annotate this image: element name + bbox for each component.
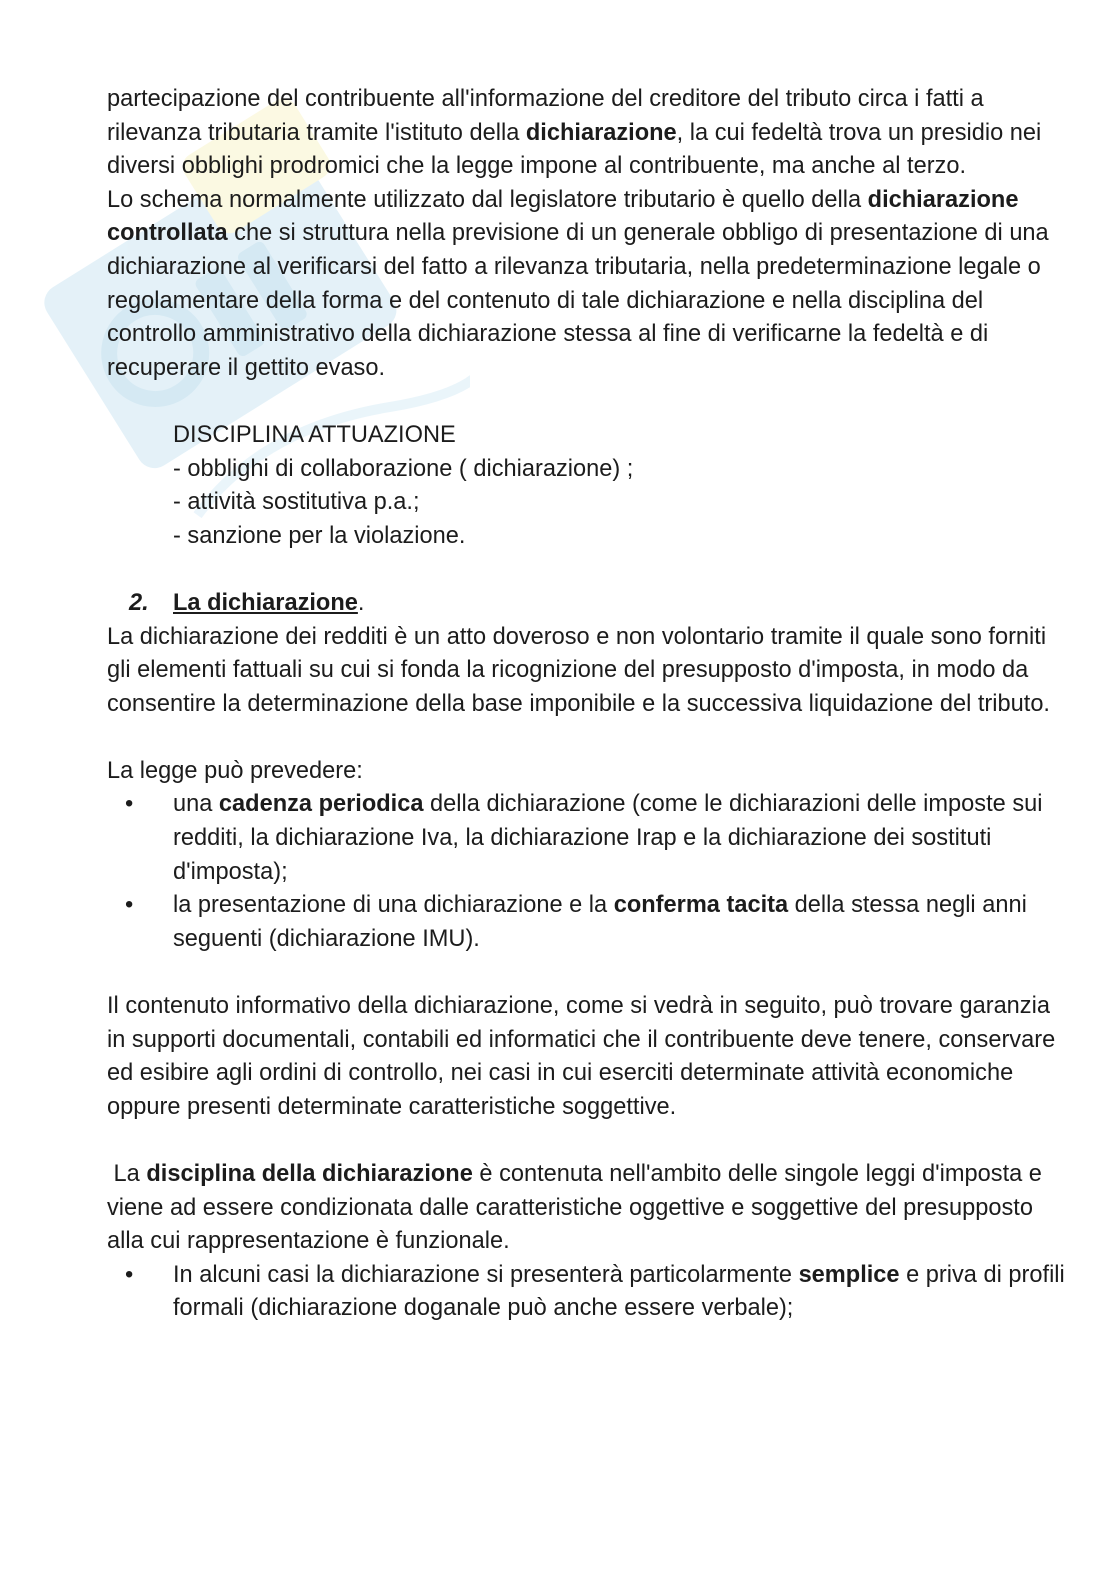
casi-bullet-list: [107, 1259, 1067, 1326]
section-title-suffix: .: [357, 589, 365, 616]
paragraph-partecipazione: [107, 83, 1067, 184]
document-page: [107, 83, 1067, 1326]
bold-term-dichiarazione: dichiarazione: [525, 119, 677, 146]
bold-term: cadenza periodica: [218, 791, 424, 818]
text-run: La: [107, 1161, 147, 1187]
text-run: della stessa negli anni seguenti (dichiarazione IMU).: [173, 892, 1027, 952]
bullet-icon: •: [125, 892, 134, 919]
text-run: che si struttura nella previsione di un generale obbligo di presentazione di una dichiarazione al verificarsi del fatto a rilevanza tributaria, nella predeterminazione legale o regolamentare della forma e del contenuto di tale dichiarazione e nella disciplina del controllo amministrativo della dichiarazione stessa al fine di verificarne la fedeltà e di recuperare il gettito evaso.: [107, 220, 1049, 381]
text-run: partecipazione del contribuente all'informazione del creditore del tributo circa i fatti a rilevanza tributaria tramite l'istituto della: [107, 86, 984, 146]
text-run: In alcuni casi la dichiarazione si presenterà particolarmente: [173, 1261, 799, 1288]
text-run: e priva di profili formali (dichiarazione doganale può anche essere verbale);: [173, 1261, 1065, 1322]
list-item: [107, 889, 1067, 956]
disciplina-item: - sanzione per la violazione.: [173, 522, 466, 549]
disciplina-item: - obblighi di collaborazione ( dichiarazione) ;: [173, 455, 634, 482]
text-run: è contenuta nell'ambito delle singole leggi d'imposta e viene ad essere condizionata dalle caratteristiche oggettive e soggettive del presupposto alla cui rappresentazione è funzionale.: [107, 1161, 1042, 1255]
bold-term: conferma tacita: [613, 892, 789, 919]
bullet-icon: •: [125, 1261, 134, 1288]
disciplina-block: [107, 419, 1067, 553]
text-run: della dichiarazione (come le dichiarazioni delle imposte sui redditi, la dichiarazione Iva, la dichiarazione Irap e la dichiarazione dei sostituti d'imposta);: [173, 791, 1043, 885]
list-item: [107, 1259, 1067, 1326]
disciplina-item: - attività sostitutiva p.a.;: [173, 489, 420, 516]
section-heading: [107, 587, 1067, 621]
bold-term: semplice: [798, 1261, 900, 1288]
disciplina-title: DISCIPLINA ATTUAZIONE: [173, 421, 456, 448]
paragraph-legge-intro: La legge può prevedere:: [107, 757, 363, 784]
text-run: , la cui fedeltà trova un presidio nei diversi obblighi prodromici che la legge impone al contribuente, ma anche al terzo.: [107, 119, 1042, 180]
paragraph-contenuto-informativo: Il contenuto informativo della dichiarazione, come si vedrà in seguito, può trovare garanzia in supporti documentali, contabili ed informatici che il contribuente deve tenere, conservare ed esibire agli ordini di controllo, nei casi in cui eserciti determinate attività economiche oppure presenti determinate caratteristiche soggettive.: [107, 993, 1056, 1120]
section-title: La dichiarazione: [173, 589, 358, 616]
text-run: la presentazione di una dichiarazione e la: [173, 892, 614, 919]
list-item: [107, 788, 1067, 889]
bold-term-dichiarazione-controllata: dichiarazione controllata: [107, 186, 1019, 247]
paragraph-schema: [107, 184, 1067, 386]
legge-bullet-list: [107, 788, 1067, 956]
text-run: una: [173, 791, 219, 818]
paragraph-dichiarazione-redditi: La dichiarazione dei redditi è un atto doveroso e non volontario tramite il quale sono forniti gli elementi fattuali su cui si fonda la ricognizione del presupposto d'imposta, in modo da consentire la determinazione della base imponibile e la successiva liquidazione del tributo.: [107, 623, 1050, 717]
bullet-icon: •: [125, 791, 134, 818]
bold-term: disciplina della dichiarazione: [146, 1161, 473, 1187]
paragraph-disciplina-dichiarazione: [107, 1158, 1067, 1259]
text-run: Lo schema normalmente utilizzato dal legislatore tributario è quello della: [107, 186, 868, 213]
section-number: 2.: [129, 589, 149, 616]
